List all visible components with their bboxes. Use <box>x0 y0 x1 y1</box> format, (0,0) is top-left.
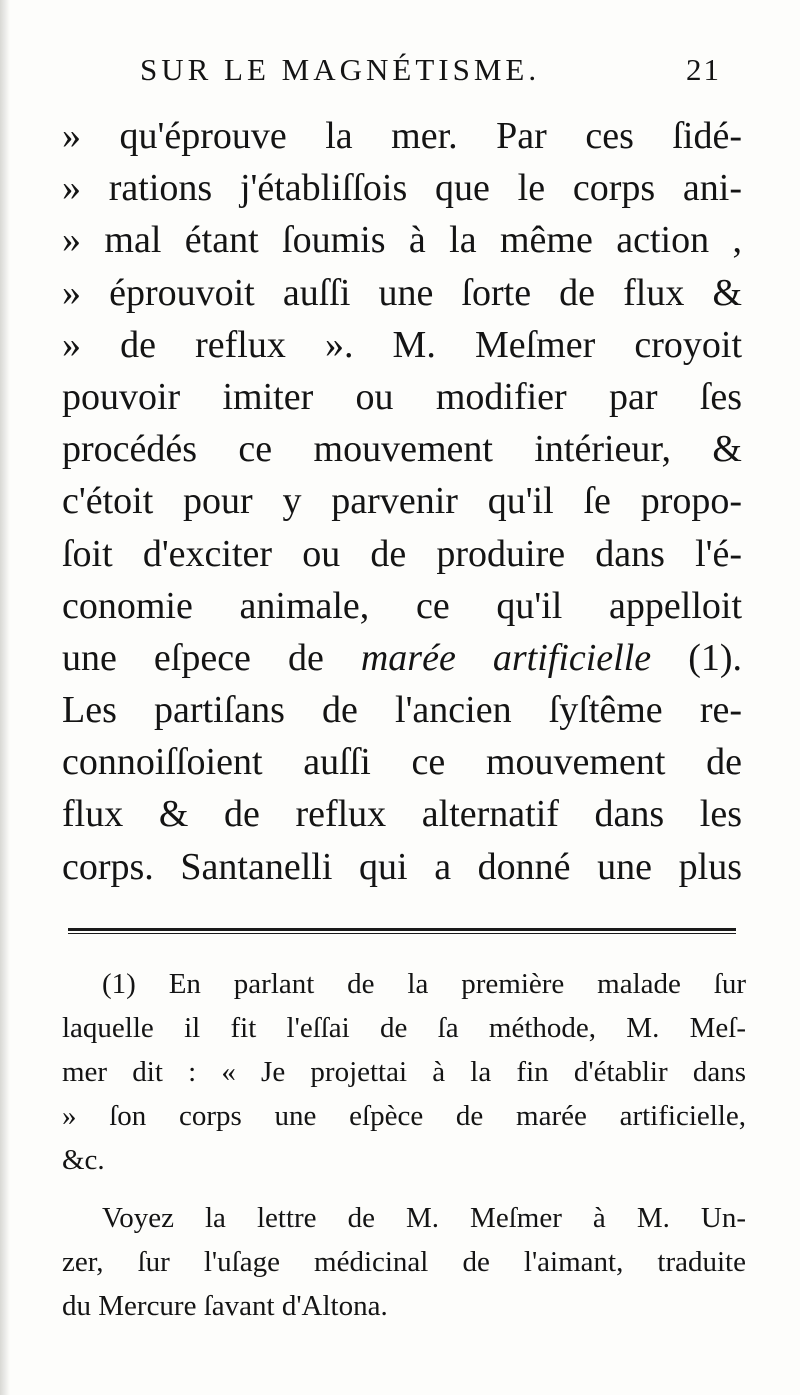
text-line: » rations j'établiſſois que le corps ani- <box>62 167 742 210</box>
text-line-with-italic <box>62 632 742 684</box>
text-line: flux & de reflux alternatif dans les <box>62 793 742 836</box>
text-line: connoiſſoient auſſi ce mouvement de <box>62 741 742 784</box>
main-text <box>62 110 742 893</box>
footnote-line: Voyez la lettre de M. Meſmer à M. Un- <box>102 1202 746 1234</box>
text-line: » qu'éprouve la mer. Par ces ſidé- <box>62 115 742 157</box>
text-segment: une eſpece de <box>62 636 324 679</box>
page-spine-shadow <box>0 0 10 1395</box>
text-line: » mal étant ſoumis à la même action , <box>62 219 742 262</box>
footnote-line: mer dit : « Je projettai à la fin d'établir dans <box>62 1056 746 1088</box>
footnote-line: (1) En parlant de la première malade ſur <box>102 968 746 1000</box>
text-line: » éprouvoit auſſi une ſorte de flux & <box>62 271 742 314</box>
text-line: corps. Santanelli qui a donné une plus <box>62 845 742 888</box>
running-title: SUR LE MAGNÉTISME. <box>140 52 541 87</box>
page-header <box>140 52 740 98</box>
footnote-line: » ſon corps une eſpèce de marée artificielle, <box>62 1100 746 1132</box>
text-line: conomie animale, ce qu'il appelloit <box>62 584 742 627</box>
italic-phrase: marée artificielle <box>360 636 652 679</box>
footnote-separator-rule <box>68 928 736 934</box>
text-line: pouvoir imiter ou modifier par ſes <box>62 375 742 418</box>
text-line: c'étoit pour y parvenir qu'il ſe propo- <box>62 480 742 523</box>
page-number: 21 <box>686 52 721 87</box>
footnote-reference: (1). <box>688 636 742 679</box>
text-line: Les partiſans de l'ancien ſyſtême re- <box>62 689 742 732</box>
footnote-line: zer, ſur l'uſage médicinal de l'aimant, traduite <box>62 1246 746 1278</box>
footnote-line: laquelle il fit l'eſſai de ſa méthode, M. Meſ- <box>62 1012 746 1044</box>
footnote-gap <box>62 1182 746 1196</box>
footnote-line: &c. <box>62 1144 105 1176</box>
footnote-line: du Mercure ſavant d'Altona. <box>62 1290 388 1322</box>
text-line: ſoit d'exciter ou de produire dans l'é- <box>62 532 742 575</box>
text-line: » de reflux ». M. Meſmer croyoit <box>62 323 742 366</box>
footnotes <box>62 962 746 1328</box>
text-line: procédés ce mouvement intérieur, & <box>62 428 742 471</box>
